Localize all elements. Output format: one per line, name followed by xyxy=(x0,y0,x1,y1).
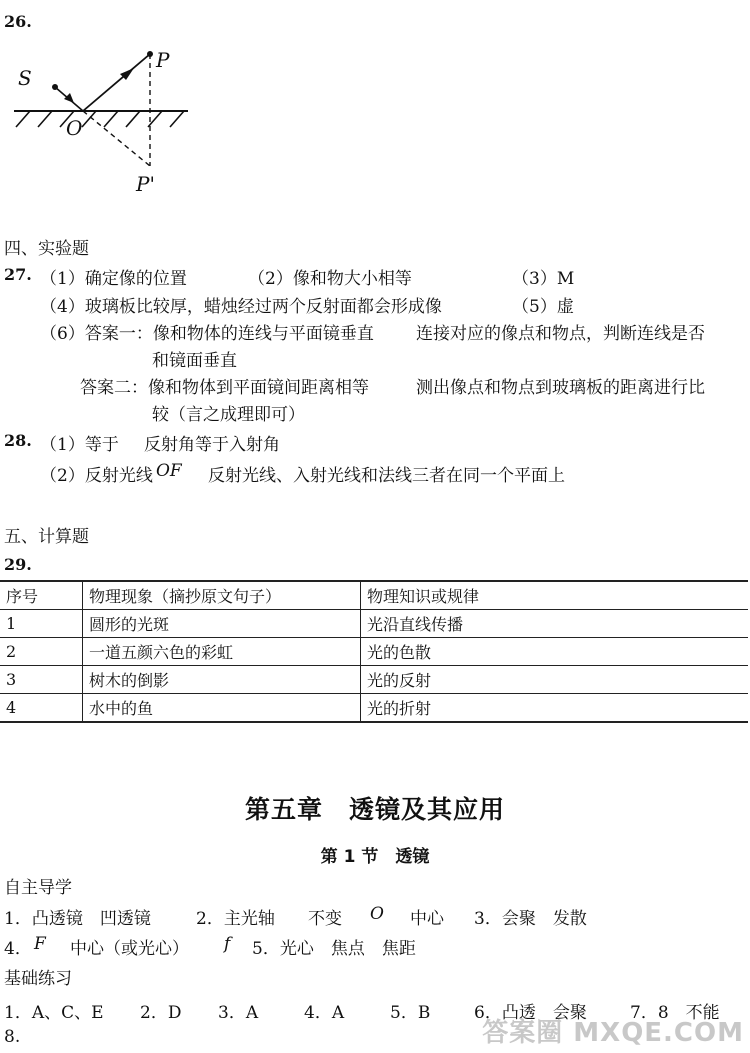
self-study-answer-2d: 中心 xyxy=(410,909,444,929)
q27-answer-6-option1: （6）答案一：像和物体的连线与平面镜垂直 xyxy=(40,324,374,344)
phenomena-table xyxy=(0,580,748,723)
question-27-number: 27. xyxy=(4,265,32,284)
self-study-answer-1: 1．凸透镜 凹透镜 xyxy=(4,909,151,929)
point-s xyxy=(52,84,58,90)
question-26-number: 26. xyxy=(4,12,32,31)
section-5-title: 五、计算题 xyxy=(4,527,89,547)
q27-answer-6-option2: 答案二：像和物体到平面镜间距离相等 xyxy=(80,378,369,398)
q27-answer-6-option1-method: 连接对应的像点和物点，判断连线是否 xyxy=(416,324,705,344)
row-phenomenon: 圆形的光斑 xyxy=(83,610,361,638)
q27-answer-6-option2-cont: 较（言之成理即可） xyxy=(152,405,305,425)
self-study-answer-3: 3．会聚 发散 xyxy=(474,909,587,929)
self-study-answer-4-f: F xyxy=(34,934,46,954)
table-header-row xyxy=(0,581,748,610)
self-study-answer-2b: 不变 xyxy=(308,909,342,929)
q28-answer-2-reason: 反射光线、入射光线和法线三者在同一个平面上 xyxy=(208,466,565,486)
header-knowledge: 物理知识或规律 xyxy=(361,581,749,610)
table-row xyxy=(0,666,748,694)
basic-answer-7: 7．8 不能 xyxy=(630,1003,720,1023)
q28-answer-2: （2）反射光线 xyxy=(40,466,153,486)
dashed-op-prime xyxy=(83,111,150,166)
q27-answer-6-option2-method: 测出像点和物点到玻璃板的距离进行比 xyxy=(416,378,705,398)
basic-answer-3: 3．A xyxy=(218,1003,259,1023)
basic-answer-8: 8. xyxy=(4,1027,21,1047)
reflection-diagram xyxy=(0,30,210,205)
row-phenomenon: 树木的倒影 xyxy=(83,666,361,694)
incident-arrow xyxy=(64,93,74,103)
label-s: S xyxy=(18,66,32,90)
self-study-answer-2c: O xyxy=(370,904,384,924)
row-phenomenon: 一道五颜六色的彩虹 xyxy=(83,638,361,666)
q27-answer-6-option1-cont: 和镜面垂直 xyxy=(152,351,237,371)
q27-answer-1: （1）确定像的位置 xyxy=(40,269,187,289)
row-knowledge: 光沿直线传播 xyxy=(361,610,749,638)
table-row xyxy=(0,638,748,666)
row-knowledge: 光的色散 xyxy=(361,638,749,666)
self-study-answer-2: 2．主光轴 xyxy=(196,909,275,929)
basic-answer-1: 1．A、C、E xyxy=(4,1003,104,1023)
chapter-title: 第五章 透镜及其应用 xyxy=(244,795,505,824)
section-title: 第 1 节 透镜 xyxy=(320,847,430,867)
watermark-logo: 答案圈 MXQE.COM xyxy=(482,1018,744,1048)
question-28-number: 28. xyxy=(4,431,32,450)
self-study-title: 自主导学 xyxy=(4,878,72,898)
row-knowledge: 光的反射 xyxy=(361,666,749,694)
q27-answer-5: （5）虚 xyxy=(512,297,574,317)
reflected-ray xyxy=(83,54,150,111)
q27-answer-4: （4）玻璃板比较厚，蜡烛经过两个反射面都会形成像 xyxy=(40,297,442,317)
q28-answer-2-of: OF xyxy=(156,461,182,481)
self-study-answer-4b: 中心（或光心） xyxy=(70,939,189,959)
q27-answer-2: （2）像和物大小相等 xyxy=(248,269,412,289)
basic-answer-2: 2．D xyxy=(140,1003,182,1023)
row-phenomenon: 水中的鱼 xyxy=(83,694,361,723)
header-phenomenon: 物理现象（摘抄原文句子） xyxy=(83,581,361,610)
table-row xyxy=(0,694,748,723)
label-p-prime: P' xyxy=(136,172,155,196)
row-index: 3 xyxy=(0,666,83,694)
row-index: 4 xyxy=(0,694,83,723)
question-29-number: 29. xyxy=(4,555,32,574)
self-study-answer-5: 5．光心 焦点 焦距 xyxy=(252,939,416,959)
section-4-title: 四、实验题 xyxy=(4,239,89,259)
row-knowledge: 光的折射 xyxy=(361,694,749,723)
q27-answer-3: （3）M xyxy=(512,269,575,289)
row-index: 1 xyxy=(0,610,83,638)
table-row xyxy=(0,610,748,638)
self-study-answer-4: 4． xyxy=(4,939,32,959)
q28-answer-1: （1）等于 xyxy=(40,435,119,455)
q28-answer-1-reason: 反射角等于入射角 xyxy=(144,435,280,455)
self-study-answer-4-focal: f xyxy=(224,934,231,954)
label-p: P xyxy=(156,48,170,72)
basic-practice-title: 基础练习 xyxy=(4,969,72,989)
row-index: 2 xyxy=(0,638,83,666)
header-index: 序号 xyxy=(0,581,83,610)
basic-answer-4: 4．A xyxy=(304,1003,345,1023)
basic-answer-5: 5．B xyxy=(390,1003,431,1023)
basic-answer-6: 6．凸透 会聚 xyxy=(474,1003,587,1023)
label-o: O xyxy=(66,116,83,140)
